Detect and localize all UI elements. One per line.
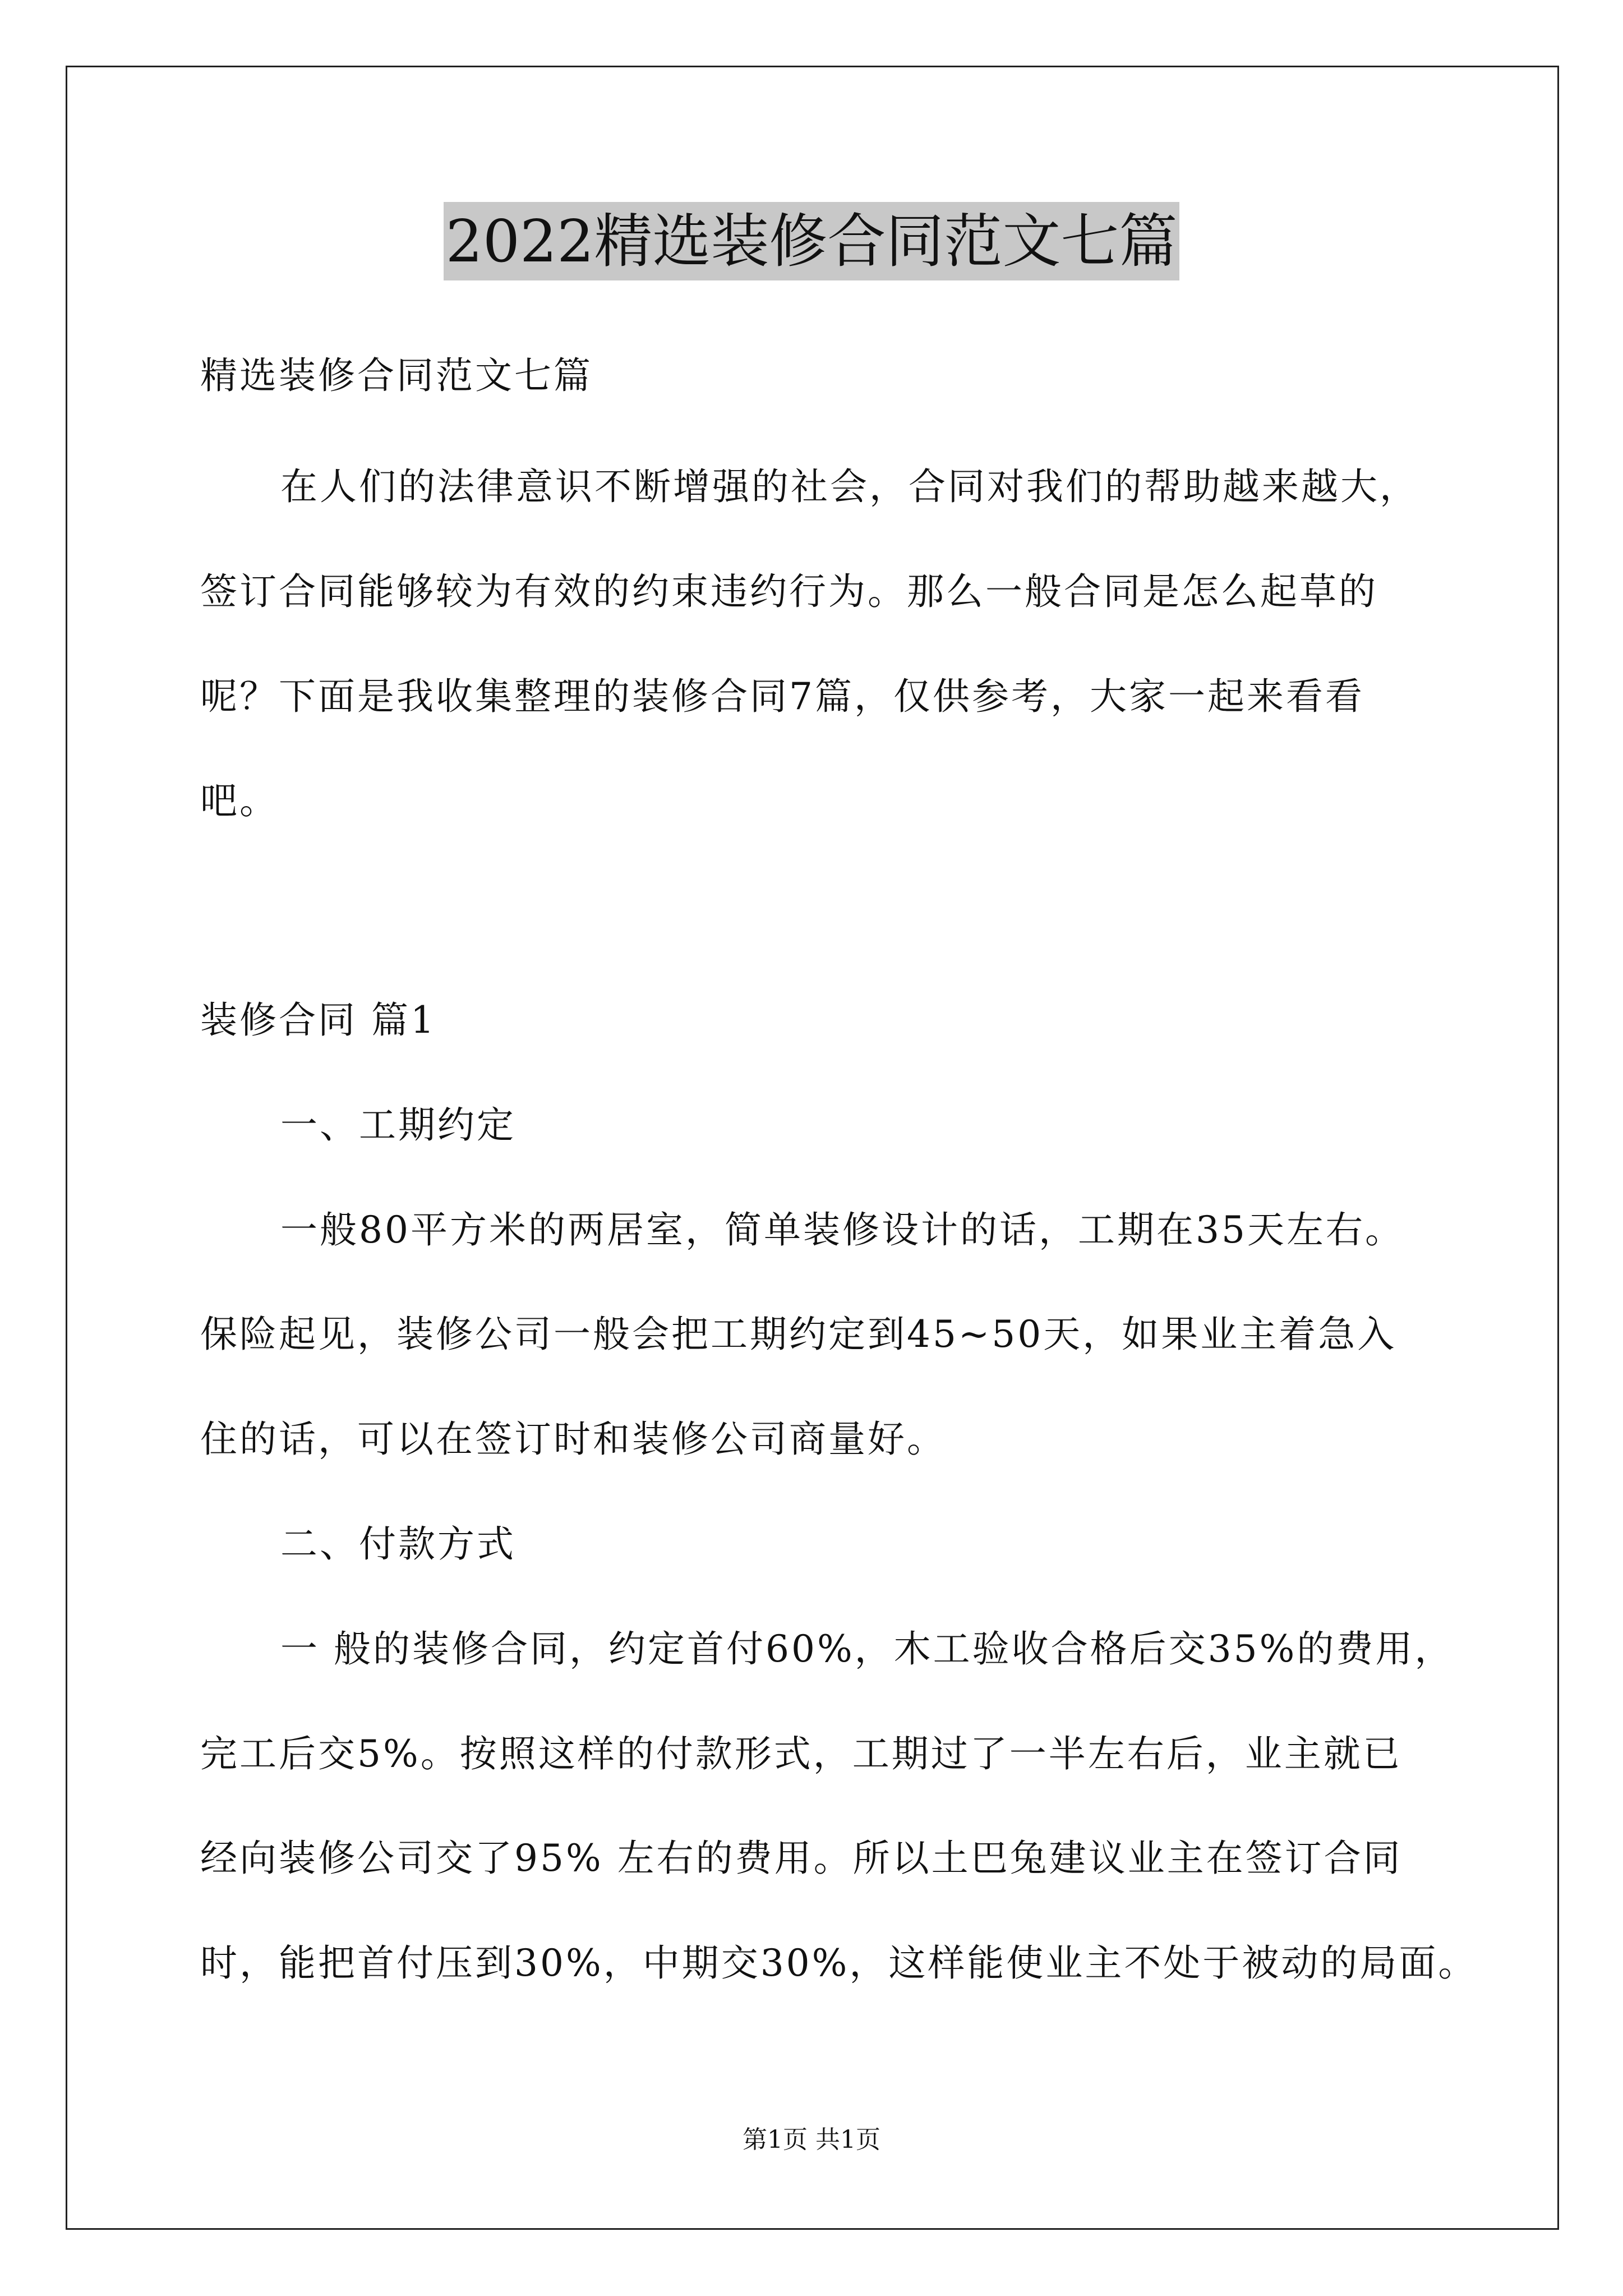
paragraph-line: 一 般的装修合同，约定首付60%，木工验收合格后交35%的费用， — [280, 1627, 1454, 1671]
paragraph-line: 完工后交5%。按照这样的付款形式，工期过了一半左右后，业主就已 — [200, 1732, 1402, 1775]
paragraph-line: 时，能把首付压到30%，中期交30%，这样能使业主不处于被动的局面。 — [200, 1941, 1478, 1985]
paragraph-line: 经向装修公司交了95% 左右的费用。所以土巴兔建议业主在签订合同 — [200, 1837, 1403, 1880]
paragraph-line: 吧。 — [200, 779, 279, 822]
document-subtitle: 精选装修合同范文七篇 — [200, 354, 593, 397]
document-title: 2022精选装修合同范文七篇 — [444, 202, 1180, 280]
paragraph-line: 住的话，可以在签订时和装修公司商量好。 — [200, 1418, 946, 1461]
section-heading: 装修合同 篇1 — [200, 999, 436, 1042]
paragraph-line: 签订合同能够较为有效的约束违约行为。那么一般合同是怎么起草的 — [200, 570, 1378, 613]
page-footer: 第1页 共1页 — [743, 2125, 880, 2154]
paragraph-line: 呢？下面是我收集整理的装修合同7篇，仅供参考，大家一起来看看 — [200, 675, 1364, 718]
paragraph-line: 在人们的法律意识不断增强的社会，合同对我们的帮助越来越大， — [280, 465, 1419, 508]
paragraph-line: 一般80平方米的两居室，简单装修设计的话，工期在35天左右。 — [280, 1208, 1404, 1251]
paragraph-line: 保险起见，装修公司一般会把工期约定到45~50天，如果业主着急入 — [200, 1313, 1397, 1356]
subsection-heading: 一、工期约定 — [280, 1103, 516, 1147]
subsection-heading: 二、付款方式 — [280, 1522, 516, 1566]
title-container — [0, 202, 1623, 280]
